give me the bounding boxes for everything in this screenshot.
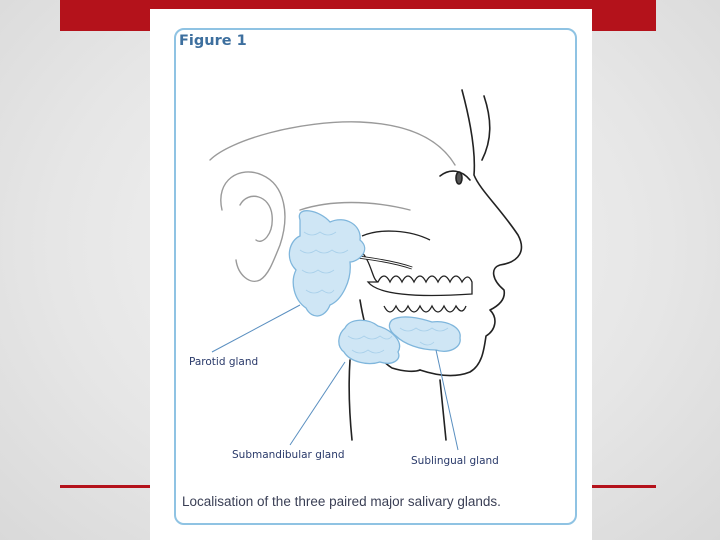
submandibular-gland-label: Submandibular gland	[232, 449, 345, 461]
forehead-line	[482, 96, 490, 160]
neck-line	[349, 360, 352, 440]
sublingual-gland-label: Sublingual gland	[411, 455, 499, 467]
eye-iris	[456, 172, 462, 184]
figure-caption: Localisation of the three paired major salivary glands.	[182, 494, 501, 509]
parotid-gland-label: Parotid gland	[189, 356, 259, 368]
neck-front-line	[440, 380, 446, 440]
lower-teeth	[384, 306, 466, 312]
submandibular-leader-line	[290, 362, 345, 445]
cheekbone-line	[300, 203, 410, 211]
parotid-gland	[289, 211, 364, 316]
ear-inner	[240, 196, 272, 241]
mandible-outline	[360, 231, 430, 282]
head-outline	[210, 122, 455, 165]
ear-outline	[221, 172, 285, 281]
sublingual-leader-line	[436, 350, 458, 450]
parotid-leader-line	[212, 305, 300, 352]
eye-outline	[440, 171, 470, 180]
figure-title: Figure 1	[179, 33, 247, 49]
upper-teeth	[368, 276, 472, 296]
